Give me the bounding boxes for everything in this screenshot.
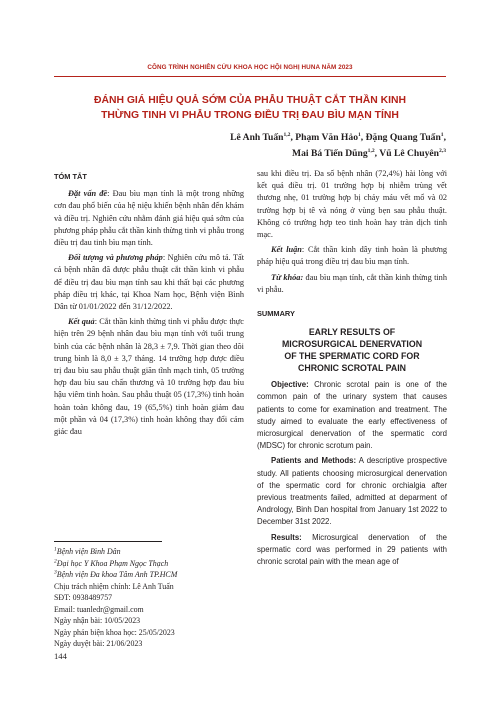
email-address: Email: tuanledr@gmail.com (54, 604, 144, 614)
footnote-affiliation-1 (54, 546, 249, 558)
footnotes (54, 546, 249, 650)
background-label: Đặt vấn đề (68, 189, 108, 199)
author-name: Mai Bá Tiến Dũng (292, 147, 368, 159)
abstract-background (54, 188, 244, 249)
article-title (54, 93, 446, 123)
corresponding-author: Chịu trách nhiệm chính: Lê Anh Tuấn (54, 581, 174, 591)
abstract-keywords (257, 272, 447, 296)
footnote-marker: 3 (54, 569, 57, 576)
footnote-text: Bệnh viện Đa khoa Tâm Anh TP.HCM (56, 570, 178, 579)
abstract-methods (54, 252, 244, 313)
summary-methods-text: A descriptive prospective study. All patients choosing microsurgical denervation of the spermatic cord for chronic orchialgia after previous treatments failed, admitted at deparment of Andrology, Binh Dan hospital from January 1st 2022 to December 31st 2022. (257, 456, 447, 527)
date-approved: Ngày duyệt bài: 21/06/2023 (54, 639, 143, 648)
background-text: : Đau bìu mạn tính là một trong những cơn đau phổ biến của hệ niệu khiến bệnh nhân đến khám và điều trị. Nghiên cứu nhằm đánh giá hiệu quả sớm của phương pháp phẫu cắt thần kinh thừng tinh vi phẫu trong điều trị đau tinh bìu mạn tính. (54, 189, 244, 248)
author-name: , Đặng Quang Tuấn (360, 132, 441, 143)
footnote-text: Bệnh viện Bình Dân (56, 547, 121, 556)
abstract-results (54, 316, 244, 438)
abstract-heading-vi: TÓM TẮT (54, 172, 87, 181)
footnote-affiliation-2 (54, 558, 249, 570)
conclusion-label: Kết luận (271, 245, 302, 255)
author-affiliation: 1,2 (367, 147, 375, 154)
english-title (257, 326, 447, 374)
english-abstract (257, 379, 447, 568)
article-title-line-1: ĐÁNH GIÁ HIỆU QUẢ SỚM CỦA PHẪU THUẬT CẮT THẦN KINH (93, 95, 407, 106)
english-title-line-3: OF THE SPERMATIC CORD FOR (284, 351, 420, 362)
abstract-conclusion (257, 244, 447, 268)
left-column (54, 168, 244, 441)
english-title-line-1: EARLY RESULTS OF (308, 327, 396, 338)
abstract-results-continued: sau khi điều trị. Đa số bệnh nhân (72,4%) hài lòng với kết quả điều trị. 01 trường hợp bị nhiễm trùng vết thương nhẹ, 01 trường hợp bị chảy máu vết mổ và 02 trường hợp bị tê và nóng ở vùng bẹn sau phẫu thuật. Không có trường hợp teo tinh hoàn hay tràn dịch tinh mạc. (257, 169, 447, 240)
date-reviewed: Ngày phản biện khoa học: 25/05/2023 (54, 627, 175, 637)
summary-methods-label: Patients and Methods: (271, 456, 357, 466)
summary-results-label: Results: (271, 532, 302, 542)
author-affiliation: 2,3 (439, 147, 446, 154)
author-name: , Phạm Văn Hảo (290, 132, 358, 143)
footnote-text: Đại học Y Khoa Phạm Ngọc Thạch (56, 558, 169, 568)
summary-heading: SUMMARY (257, 309, 295, 319)
article-title-line-2: THỪNG TINH VI PHẪU TRONG ĐIỀU TRỊ ĐAU BÌU MẠN TÍNH (101, 110, 399, 121)
author-name: Lê Anh Tuấn (230, 132, 284, 143)
authors-line-1 (230, 130, 446, 146)
summary-methods (257, 455, 447, 528)
footnote-divider (54, 541, 162, 542)
footnote-affiliation-3 (54, 569, 249, 581)
right-column (257, 168, 447, 571)
conclusion-text: : Cắt thần kinh dây tinh hoàn là phương pháp hiệu quả trong điều trị đau bìu mạn tính. (257, 245, 447, 267)
methods-label: Đối tượng và phương pháp (68, 253, 163, 263)
date-received: Ngày nhận bài: 10/05/2023 (54, 616, 141, 625)
running-header: CÔNG TRÌNH NGHIÊN CỨU KHOA HỌC HỘI NGHỊ HUNA NĂM 2023 (147, 64, 353, 71)
objective-label: Objective: (271, 380, 309, 390)
author-separator: , (443, 132, 446, 143)
footnote-marker: 2 (54, 557, 57, 564)
author-name: , Vũ Lê Chuyên (374, 147, 439, 159)
keywords-text: đau bìu mạn tính, cắt thần kinh thừng tinh vi phẫu. (257, 272, 447, 294)
footnote-marker: 1 (54, 546, 57, 553)
results-text: : Cắt thần kinh thừng tinh vi phẫu được thực hiện trên 29 bệnh nhân đau bìu mạn tính với tuổi trung bình của các bệnh nhân là 28,3 ± 7,9. Thời gian theo dõi trung bình là 8,0 ± 3,7 tháng. 14 trường hợp được điều trị đau bìu sau phẫu thuật giãn tĩnh mạch tinh, 05 trường hợp đau bìu sau chấn thương và 10 trường hợp đau bìu hậu viêm tinh hoàn. Sau phẫu thuật 05 (17,3%) tinh hoàn hoàn toàn không đau, 19 (65,5%) tinh hoàn giảm đau một phần và 04 (17,3%) tinh hoàn không thay đổi cảm giác đau (54, 317, 244, 437)
summary-results-text: Microsurgical denervation of the spermatic cord was performed in 29 patients with chronic scrotal pain with the mean age of (257, 532, 447, 567)
results-label: Kết quả (68, 317, 95, 327)
summary-objective (257, 379, 447, 452)
english-title-line-2: MICROSURGICAL DENERVATION (281, 339, 423, 350)
author-affiliation: 1 (440, 131, 444, 138)
author-list (230, 130, 446, 161)
english-title-line-4: CHRONIC SCROTAL PAIN (297, 363, 406, 374)
keywords-label: Từ khóa: (271, 272, 304, 282)
author-affiliation: 1,2 (283, 131, 291, 138)
header-divider (54, 76, 446, 77)
phone-number: SĐT: 0938489757 (54, 593, 113, 602)
author-affiliation: 1 (358, 131, 361, 138)
methods-text: : Nghiên cứu mô tả. Tất cả bệnh nhân đã được phẫu thuật cắt thần kinh vi phẫu để điều trị đau bìu mạn tính sau khi thất bại các phương pháp điều trị khác, tại Khoa Nam học, Bệnh viện Bình Dân từ 01/01/2022 đến 31/12/2022. (54, 253, 245, 312)
page-number: 144 (54, 651, 67, 661)
objective-text: Chronic scrotal pain is one of the common pain of the urinary system that causes patients to come for examination and treatment. The study aimed to evaluate the early effectiveness of microsurgical denervation of the spermatic cord (MDSC) for chronic scrotum pain. (257, 380, 447, 451)
summary-results (257, 532, 447, 569)
authors-line-2 (230, 146, 446, 162)
